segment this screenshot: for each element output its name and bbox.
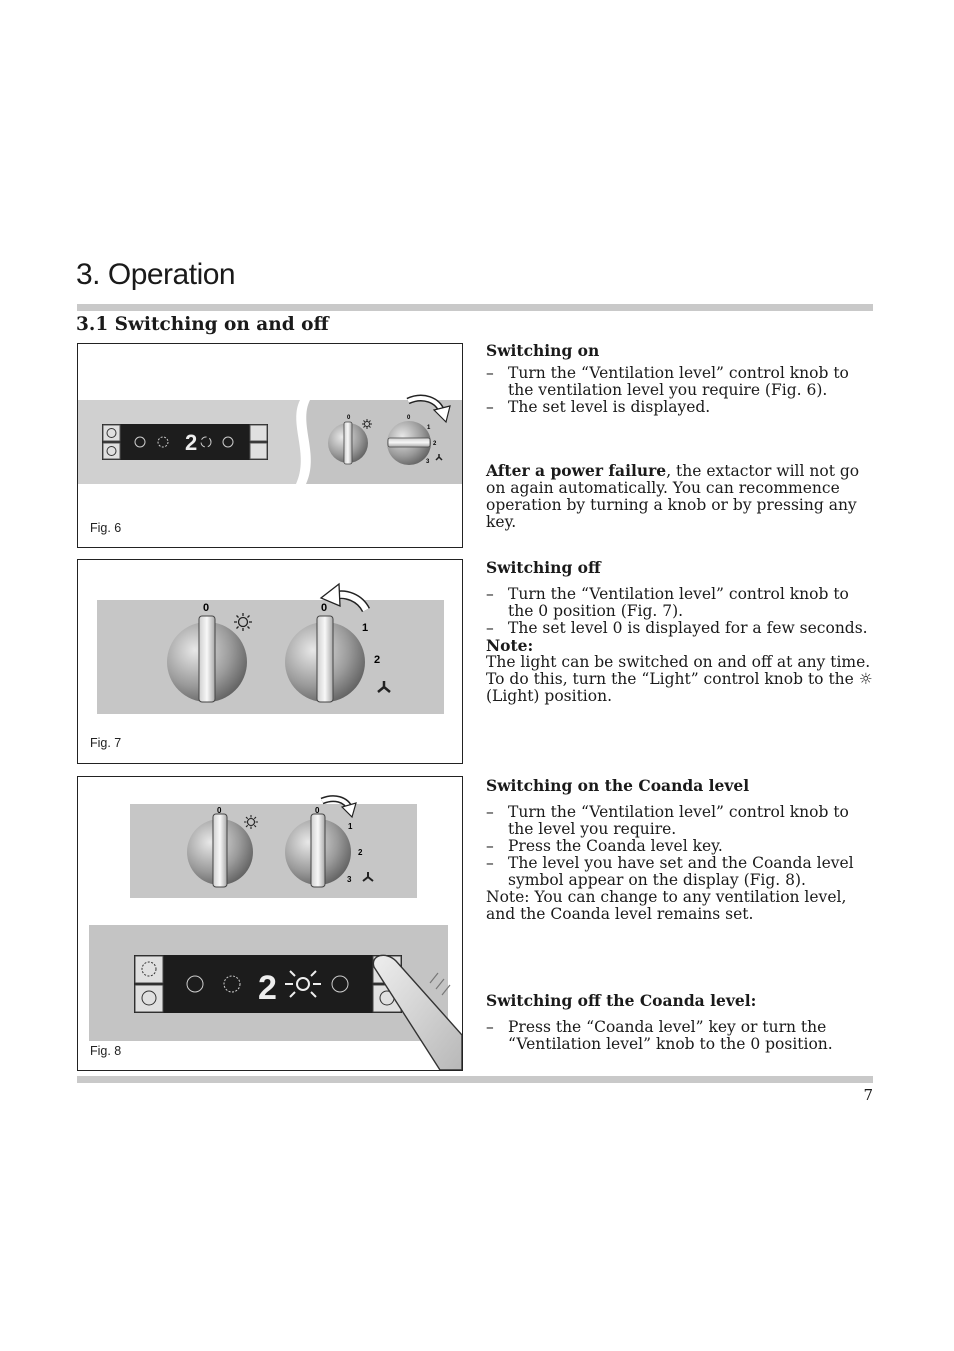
fig6-key-fan — [250, 443, 267, 459]
switching-off-item: – The set level 0 is displayed for a few seconds. — [486, 620, 874, 637]
switching-off-item: – Turn the “Ventilation level” control knob to the 0 position (Fig. 7). — [486, 586, 874, 620]
coanda-on-item: – The level you have set and the Coanda level symbol appear on the display (Fig. 8). — [486, 855, 874, 889]
fig6-illustration — [78, 344, 462, 547]
fig6-vent-mark-3: 3 — [426, 459, 430, 465]
page-title: 3. Operation — [76, 258, 236, 291]
fig8-light-mark-0: 0 — [217, 806, 222, 815]
fig7-vent-mark-1: 1 — [362, 622, 369, 634]
figure-7 — [77, 559, 463, 764]
fig8-vent-mark-0: 0 — [315, 806, 320, 815]
coanda-off-block — [486, 992, 874, 1053]
power-failure-paragraph — [486, 462, 874, 531]
figure-6 — [77, 343, 463, 548]
switching-on-heading: Switching on — [486, 341, 600, 360]
fig8-illustration — [78, 777, 462, 1070]
switching-on-item: – The set level is displayed. — [486, 399, 874, 416]
header-divider — [77, 304, 873, 311]
fig6-label: Fig. 6 — [90, 521, 122, 535]
power-failure-bold: After a power failure — [486, 461, 667, 480]
switching-on-block — [486, 342, 874, 416]
fig7-vent-mark-0: 0 — [321, 602, 328, 614]
fig6-key-timer — [103, 443, 120, 459]
fig7-vent-mark-2: 2 — [374, 654, 381, 666]
fig8-display-digit: 2 — [258, 969, 277, 1007]
fig6-key-coanda — [103, 425, 120, 441]
power-failure-text: , the extactor will not go on again automatically. You can recommence operation by turning a knob or by pressing any key. — [486, 462, 860, 531]
coanda-on-item: – Press the Coanda level key. — [486, 838, 874, 855]
coanda-off-item: – Press the “Coanda level” key or turn the “Ventilation level” knob to the 0 position. — [486, 1019, 874, 1053]
fig8-label: Fig. 8 — [90, 1044, 122, 1058]
fig8-key-coanda — [135, 956, 163, 983]
fig6-vent-mark-0: 0 — [407, 415, 411, 421]
fig6-display-digit: 2 — [185, 430, 198, 455]
light-icon: ☼ — [858, 670, 873, 688]
fig6-key-intensive — [250, 425, 267, 441]
coanda-on-block — [486, 777, 874, 923]
coanda-on-item: – Turn the “Ventilation level” control knob to the level you require. — [486, 804, 874, 838]
section-title: 3.1 Switching on and off — [76, 314, 329, 335]
fig7-label: Fig. 7 — [90, 736, 122, 750]
coanda-on-heading: Switching on the Coanda level — [486, 776, 750, 795]
fig6-vent-mark-2: 2 — [433, 441, 437, 447]
fig8-key-timer — [135, 985, 163, 1012]
note-text: The light can be switched on and off at any time. To do this, turn the “Light” control knob to the ☼ (Light) position. — [486, 653, 873, 705]
switching-off-block — [486, 559, 874, 705]
page-number: 7 — [863, 1086, 873, 1104]
switching-on-item: – Turn the “Ventilation level” control knob to the ventilation level you require (Fig. 6). — [486, 365, 874, 399]
fig8-vent-mark-1: 1 — [348, 822, 353, 831]
figure-8 — [77, 776, 463, 1071]
fig8-vent-mark-2: 2 — [358, 848, 363, 857]
coanda-note: Note: You can change to any ventilation level, and the Coanda level remains set. — [486, 888, 847, 923]
fig6-vent-mark-1: 1 — [427, 425, 431, 431]
fig7-illustration — [78, 560, 462, 763]
footer-divider — [77, 1076, 873, 1083]
switching-off-heading: Switching off — [486, 558, 601, 577]
fig6-light-mark-0: 0 — [347, 415, 351, 421]
note-heading: Note: — [486, 636, 534, 655]
coanda-off-heading: Switching off the Coanda level: — [486, 991, 757, 1010]
fig8-vent-mark-3: 3 — [347, 875, 352, 884]
fig7-light-mark-0: 0 — [203, 602, 210, 614]
